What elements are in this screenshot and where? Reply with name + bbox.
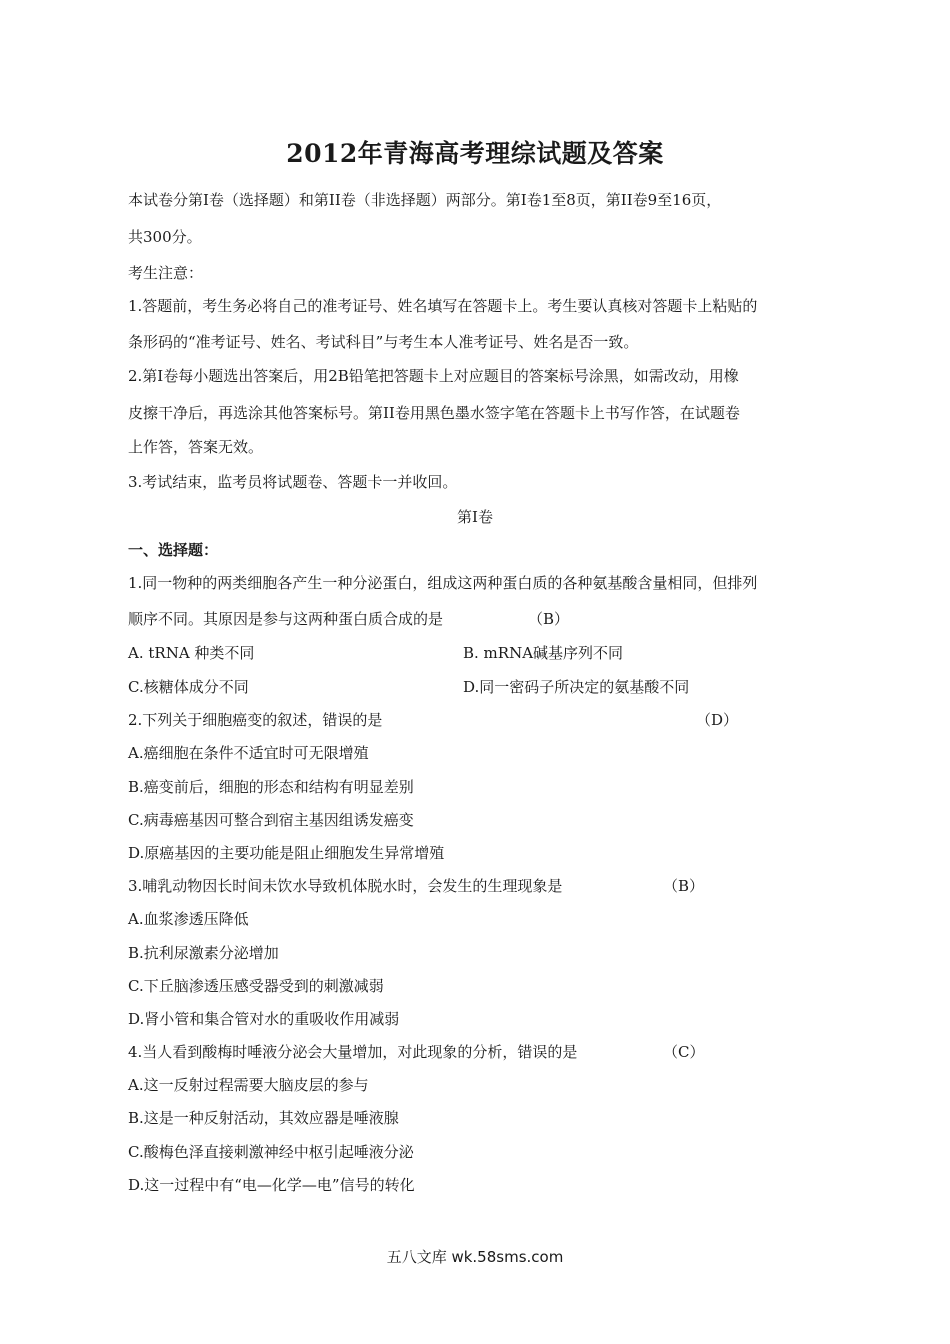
notice-heading: 考生注意：: [128, 264, 204, 282]
question-4-option-d: D.这一过程中有“电—化学—电”信号的转化: [128, 1176, 415, 1194]
question-4-stem: 4.当人看到酸梅时唾液分泌会大量增加，对此现象的分析，错误的是: [128, 1043, 578, 1061]
question-1-option-d: D.同一密码子所决定的氨基酸不同: [463, 678, 690, 696]
notice-item-1-line-2: 条形码的“准考证号、姓名、考试科目”与考生本人准考证号、姓名是否一致。: [128, 333, 639, 351]
question-2-stem: 2.下列关于细胞癌变的叙述，错误的是: [128, 711, 383, 729]
question-1-option-c: C.核糖体成分不同: [128, 678, 249, 696]
question-1-stem-line-2: 顺序不同。其原因是参与这两种蛋白质合成的是: [128, 610, 444, 628]
notice-item-2-line-1: 2.第Ⅰ卷每小题选出答案后，用2B铅笔把答题卡上对应题目的答案标号涂黑，如需改动，用橡: [128, 367, 739, 385]
question-4-answer: （C）: [663, 1043, 705, 1061]
question-3-option-a: A.血浆渗透压降低: [128, 910, 249, 928]
question-3-option-d: D.肾小管和集合管对水的重吸收作用减弱: [128, 1010, 400, 1028]
question-3-option-b: B.抗利尿激素分泌增加: [128, 944, 279, 962]
question-1-option-b: B. mRNA碱基序列不同: [463, 644, 624, 662]
question-2-answer: （D）: [696, 711, 739, 729]
question-4-option-c: C.酸梅色泽直接刺激神经中枢引起唾液分泌: [128, 1143, 414, 1161]
document-title: 2012年青海高考理综试题及答案: [286, 139, 664, 168]
notice-item-2-line-2: 皮擦干净后，再选涂其他答案标号。第II卷用黑色墨水签字笔在答题卡上书写作答，在试题卷: [128, 404, 740, 422]
footer-watermark: 五八文库 wk.58sms.com: [386, 1248, 564, 1266]
notice-item-3: 3.考试结束，监考员将试题卷、答题卡一并收回。: [128, 473, 458, 491]
question-4-option-a: A.这一反射过程需要大脑皮层的参与: [128, 1076, 369, 1094]
question-2-option-d: D.原癌基因的主要功能是阻止细胞发生异常增殖: [128, 844, 445, 862]
question-1-stem-line-1: 1.同一物种的两类细胞各产生一种分泌蛋白，组成这两种蛋白质的各种氨基酸含量相同，但排列: [128, 574, 758, 592]
question-2-option-c: C.病毒癌基因可整合到宿主基因组诱发癌变: [128, 811, 414, 829]
question-3-option-c: C.下丘脑渗透压感受器受到的刺激减弱: [128, 977, 384, 995]
question-2-option-b: B.癌变前后，细胞的形态和结构有明显差别: [128, 778, 414, 796]
question-1-answer: （B）: [528, 610, 570, 628]
question-1-option-a: A. tRNA 种类不同: [128, 644, 255, 662]
volume-label: 第Ⅰ卷: [457, 508, 493, 526]
question-3-stem: 3.哺乳动物因长时间未饮水导致机体脱水时，会发生的生理现象是: [128, 877, 563, 895]
notice-item-2-line-3: 上作答，答案无效。: [128, 438, 264, 456]
question-4-option-b: B.这是一种反射活动，其效应器是唾液腺: [128, 1109, 399, 1127]
intro-line-1: 本试卷分第Ⅰ卷（选择题）和第II卷（非选择题）两部分。第Ⅰ卷1至8页，第II卷9至16页，: [128, 191, 722, 209]
intro-line-2: 共300分。: [128, 228, 202, 246]
notice-item-1-line-1: 1.答题前，考生务必将自己的准考证号、姓名填写在答题卡上。考生要认真核对答题卡上粘贴的: [128, 297, 758, 315]
question-3-answer: （B）: [663, 877, 705, 895]
section-heading: 一、选择题：: [128, 541, 219, 559]
question-2-option-a: A.癌细胞在条件不适宜时可无限增殖: [128, 744, 369, 762]
